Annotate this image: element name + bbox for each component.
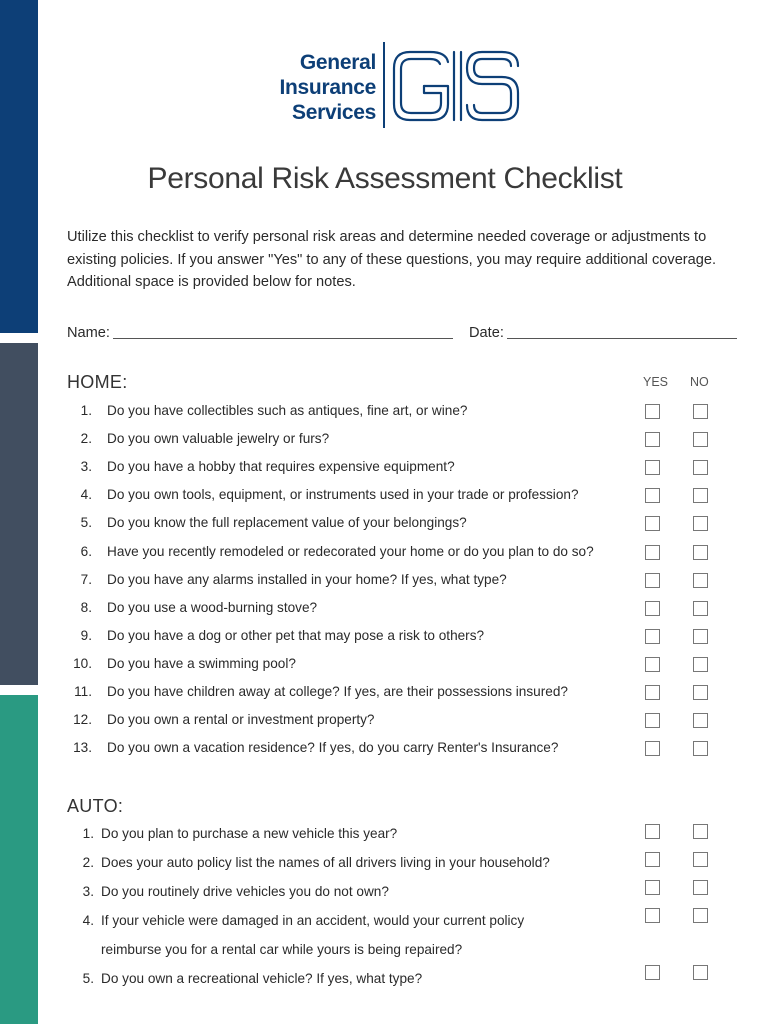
- question-text-continued: reimburse you for a rental car while yours is being repaired?: [101, 942, 463, 957]
- no-checkbox[interactable]: [693, 657, 708, 672]
- date-field[interactable]: [469, 324, 737, 341]
- question-text: Do you have children away at college? If yes, are their possessions insured?: [107, 684, 568, 699]
- question-text: Do you use a wood-burning stove?: [107, 599, 318, 615]
- yes-checkbox[interactable]: [645, 573, 660, 588]
- question-number: 10.: [73, 655, 92, 671]
- question-number: 4.: [82, 913, 94, 928]
- question-text: Do you own a vacation residence? If yes, do you carry Renter's Insurance?: [107, 740, 559, 756]
- question-text: If your vehicle were damaged in an accident, would your current policy: [101, 913, 525, 928]
- question-text: Do you routinely drive vehicles you do not own?: [101, 884, 389, 899]
- question-number: 1.: [82, 826, 94, 841]
- yes-checkbox[interactable]: [645, 404, 660, 419]
- no-checkbox[interactable]: [693, 488, 708, 503]
- question-text: Do you plan to purchase a new vehicle this year?: [101, 826, 398, 841]
- yes-checkbox[interactable]: [645, 824, 660, 839]
- question-text: Do you have a swimming pool?: [107, 655, 296, 671]
- no-checkbox[interactable]: [693, 824, 708, 839]
- question-number: 3.: [82, 884, 94, 899]
- question-text: Do you have a dog or other pet that may pose a risk to others?: [107, 627, 485, 643]
- date-label: Date:: [469, 325, 504, 341]
- company-logo: [262, 40, 524, 132]
- no-checkbox[interactable]: [693, 460, 708, 475]
- question-number: 7.: [80, 571, 92, 587]
- question-text: Have you recently remodeled or redecorated your home or do you plan to do so?: [107, 543, 594, 559]
- question-number: 9.: [80, 627, 92, 643]
- no-checkbox[interactable]: [693, 573, 708, 588]
- yes-column-header: YES: [643, 375, 669, 389]
- yes-checkbox[interactable]: [645, 657, 660, 672]
- auto-section-title: AUTO:: [67, 796, 124, 816]
- question-number: 8.: [80, 599, 92, 615]
- name-line[interactable]: [113, 324, 453, 339]
- side-band-teal: [0, 695, 38, 1024]
- logo-wordmark: [279, 50, 376, 125]
- question-number: 3.: [80, 459, 92, 475]
- question-number: 5.: [82, 971, 94, 986]
- yes-checkbox[interactable]: [645, 713, 660, 728]
- question-text: Do you own valuable jewelry or furs?: [107, 431, 330, 447]
- logo-mark-icon: [390, 48, 522, 124]
- no-checkbox[interactable]: [693, 601, 708, 616]
- logo-line: Insurance: [279, 76, 376, 99]
- question-number: 6.: [80, 543, 92, 559]
- yes-checkbox[interactable]: [645, 741, 660, 756]
- yes-checkbox[interactable]: [645, 545, 660, 560]
- logo-line: General: [299, 51, 376, 74]
- question-number: 12.: [73, 712, 92, 728]
- question-text: Do you know the full replacement value of your belongings?: [107, 515, 467, 531]
- question-text: Do you own tools, equipment, or instruments used in your trade or profession?: [107, 487, 579, 503]
- question-number: 5.: [80, 515, 92, 531]
- question-text: Do you own a recreational vehicle? If yes, what type?: [101, 971, 423, 986]
- yes-checkbox[interactable]: [645, 908, 660, 923]
- question-text: Do you have any alarms installed in your home? If yes, what type?: [107, 571, 507, 587]
- no-checkbox[interactable]: [693, 880, 708, 895]
- yes-checkbox[interactable]: [645, 629, 660, 644]
- yes-checkbox[interactable]: [645, 488, 660, 503]
- yes-checkbox[interactable]: [645, 852, 660, 867]
- no-checkbox[interactable]: [693, 741, 708, 756]
- no-column-header: NO: [690, 375, 709, 389]
- yes-checkbox[interactable]: [645, 880, 660, 895]
- no-checkbox[interactable]: [693, 629, 708, 644]
- question-number: 2.: [82, 855, 94, 870]
- logo-divider: [383, 42, 385, 128]
- side-band-slate: [0, 343, 38, 685]
- no-checkbox[interactable]: [693, 852, 708, 867]
- yes-checkbox[interactable]: [645, 516, 660, 531]
- logo-line: Services: [291, 101, 376, 124]
- yes-checkbox[interactable]: [645, 460, 660, 475]
- no-checkbox[interactable]: [693, 432, 708, 447]
- question-number: 13.: [73, 740, 92, 756]
- question-text: Do you own a rental or investment property?: [107, 712, 375, 728]
- date-line[interactable]: [507, 324, 737, 339]
- no-checkbox[interactable]: [693, 965, 708, 980]
- question-text: Do you have a hobby that requires expensive equipment?: [107, 459, 455, 475]
- yes-checkbox[interactable]: [645, 601, 660, 616]
- question-number: 2.: [80, 431, 92, 447]
- yes-checkbox[interactable]: [645, 965, 660, 980]
- home-section-title: HOME:: [67, 372, 128, 392]
- name-label: Name:: [67, 325, 110, 341]
- question-text: Do you have collectibles such as antiques, fine art, or wine?: [107, 403, 468, 418]
- no-checkbox[interactable]: [693, 545, 708, 560]
- no-checkbox[interactable]: [693, 908, 708, 923]
- question-number: 11.: [74, 684, 92, 699]
- yes-checkbox[interactable]: [645, 432, 660, 447]
- question-number: 4.: [80, 487, 92, 503]
- no-checkbox[interactable]: [693, 685, 708, 700]
- no-checkbox[interactable]: [693, 713, 708, 728]
- no-checkbox[interactable]: [693, 404, 708, 419]
- no-checkbox[interactable]: [693, 516, 708, 531]
- name-field[interactable]: [67, 324, 453, 341]
- yes-checkbox[interactable]: [645, 685, 660, 700]
- question-text: Does your auto policy list the names of all drivers living in your household?: [101, 855, 550, 870]
- document-title: Personal Risk Assessment Checklist: [147, 162, 623, 195]
- question-number: 1.: [80, 403, 92, 418]
- intro-paragraph: Utilize this checklist to verify personal risk areas and determine needed coverage or adjustments to existing policies. If you answer "Yes" to any of these questions, you may require additional coverage. Additional space is provided below for notes.: [67, 229, 717, 290]
